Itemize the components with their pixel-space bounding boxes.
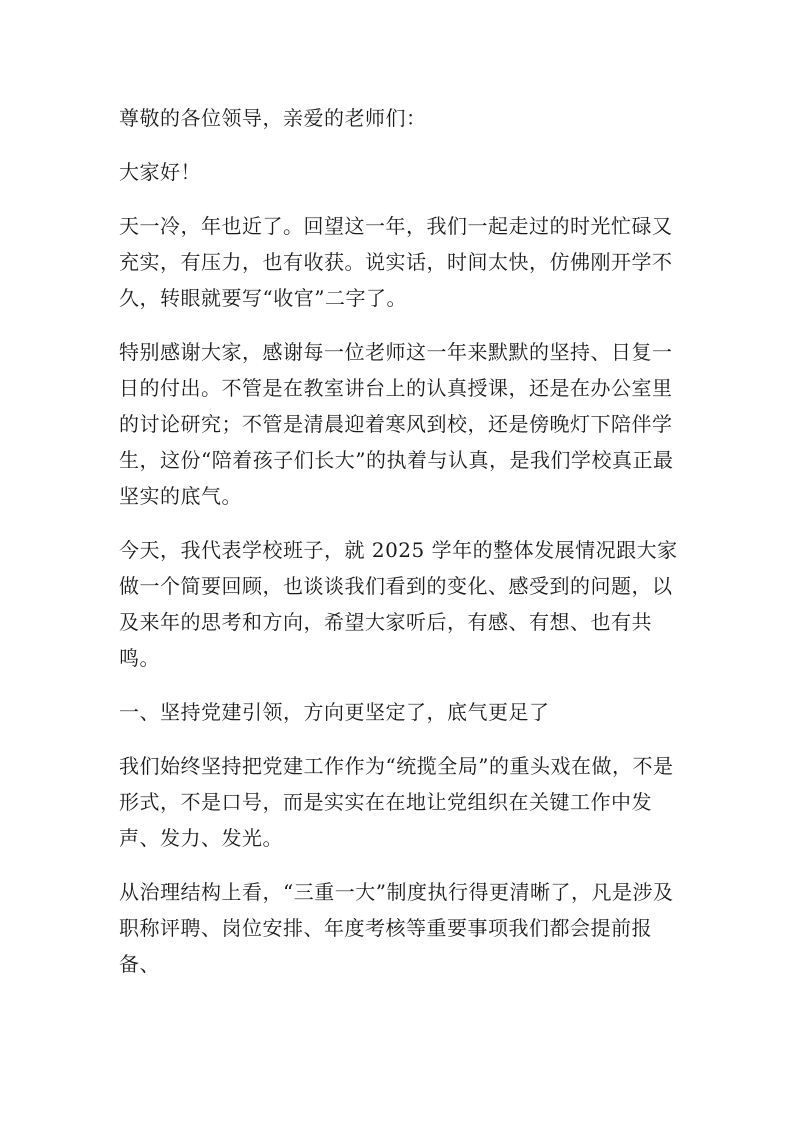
paragraph-governance: 从治理结构上看，“三重一大”制度执行得更清晰了，凡是涉及职称评聘、岗位安排、年度考核等重要事项我们都会提前报备、 — [119, 880, 674, 976]
document-body — [119, 100, 679, 1000]
paragraph-intro: 天一冷，年也近了。回望这一年，我们一起走过的时光忙碌又充实，有压力，也有收获。说实话，时间太快，仿佛刚开学不久，转眼就要写“收官”二字了。 — [119, 214, 673, 310]
greeting: 大家好！ — [119, 160, 201, 184]
salutation: 尊敬的各位领导，亲爱的老师们： — [119, 106, 427, 130]
paragraph-thanks: 特别感谢大家，感谢每一位老师这一年来默默的坚持、日复一日的付出。不管是在教室讲台上的认真授课，还是在办公室里的讨论研究；不管是清晨迎着寒风到校，还是傍晚灯下陪伴学生，这份“陪着孩子们长大”的执着与认真，是我们学校真正最坚实的底气。 — [119, 340, 674, 508]
section-heading-1: 一、坚持党建引领，方向更坚定了，底气更足了 — [119, 700, 550, 724]
paragraph-overview: 今天，我代表学校班子，就 2025 学年的整体发展情况跟大家做一个简要回顾，也谈谈我们看到的变化、感受到的问题，以及来年的思考和方向，希望大家听后，有感、有想、也有共鸣。 — [119, 538, 678, 670]
paragraph-party-building: 我们始终坚持把党建工作作为“统揽全局”的重头戏在做，不是形式，不是口号，而是实实在在地让党组织在关键工作中发声、发力、发光。 — [119, 754, 674, 850]
